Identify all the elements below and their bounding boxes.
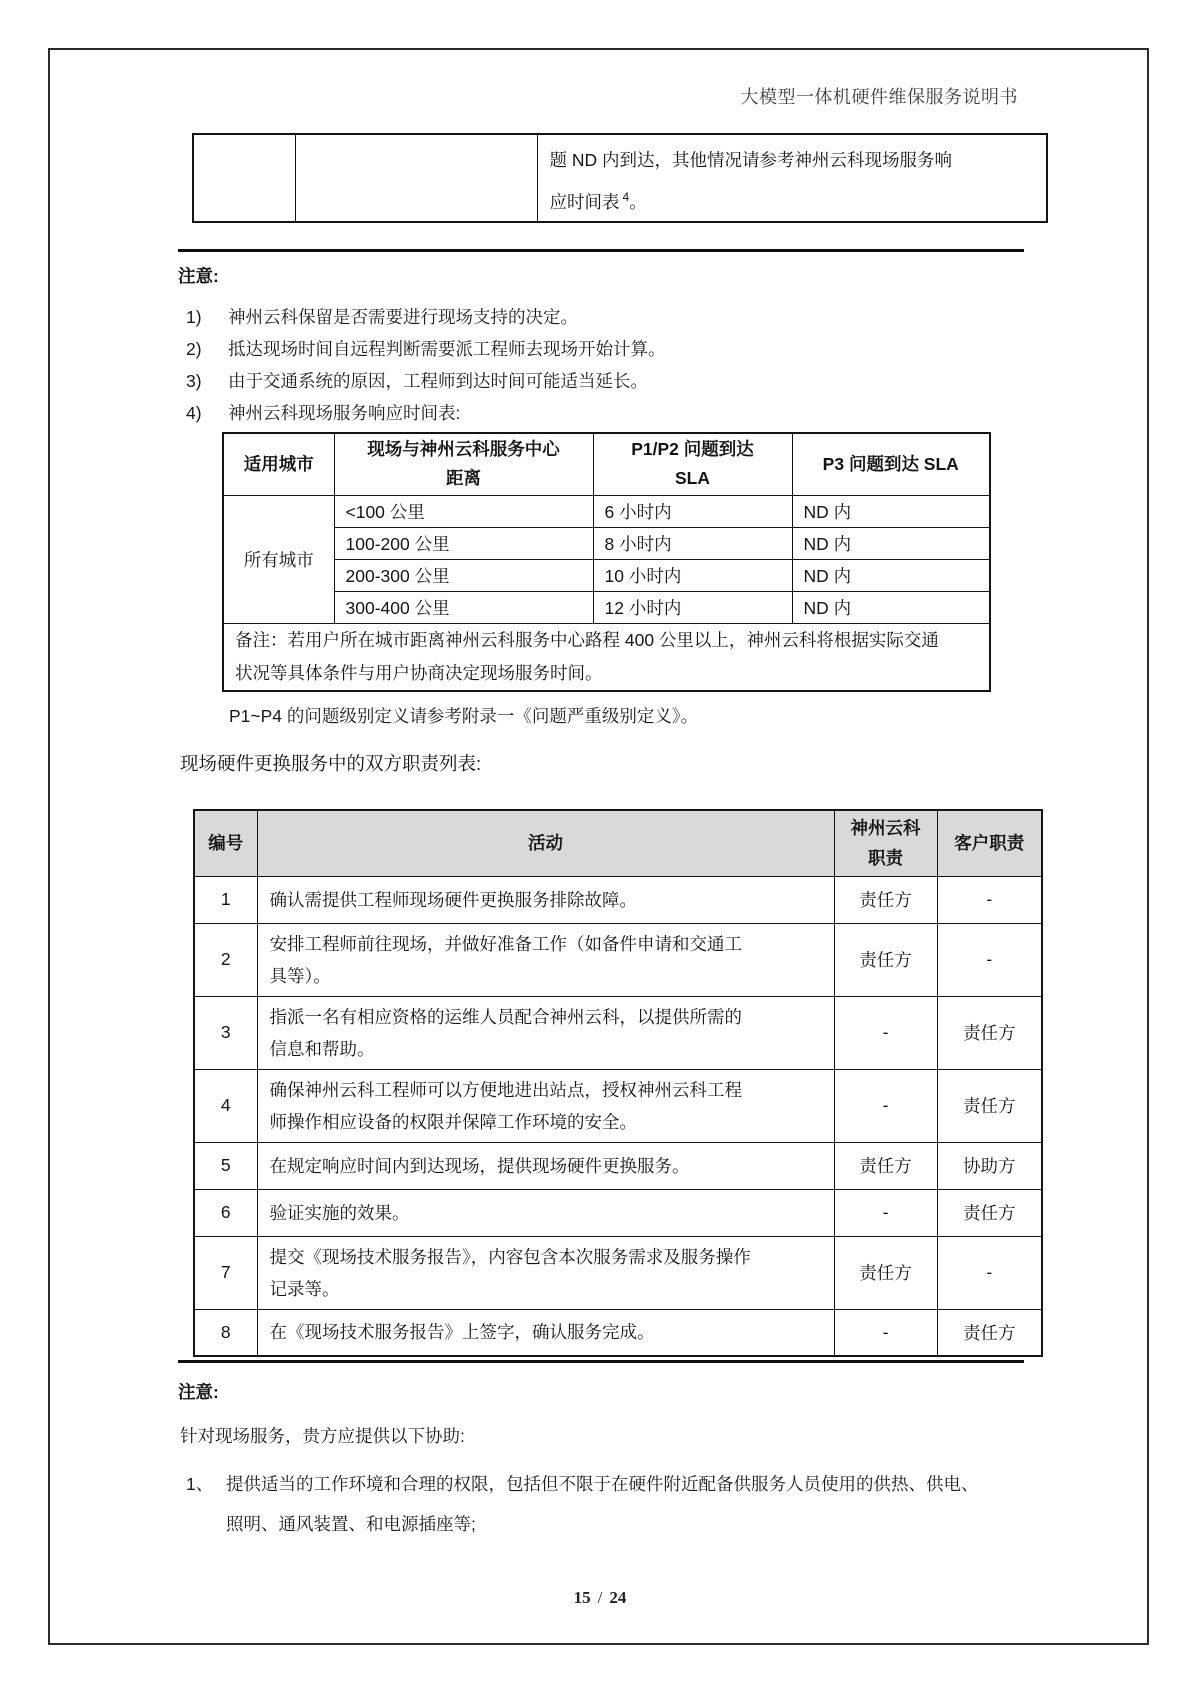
footnote-ref: 4: [622, 190, 630, 204]
table-row: [194, 1189, 1042, 1236]
col-header-p1p2-sla: P1/P2 问题到达 SLA: [593, 433, 792, 495]
table-header-row: [223, 433, 990, 495]
cell-no: 2: [194, 923, 257, 996]
cell-p3-sla: ND 内: [792, 559, 990, 591]
list-item-text: 抵达现场时间自远程判断需要派工程师去现场开始计算。: [228, 339, 666, 359]
col-header-distance: 现场与神州云科服务中心距离: [334, 433, 593, 495]
table-remark-row: [223, 623, 990, 691]
cell-no: 4: [194, 1069, 257, 1142]
cell-vendor-duty: 责任方: [834, 923, 937, 996]
page-footer: [0, 1588, 1200, 1608]
cell-customer-duty: 责任方: [937, 1189, 1042, 1236]
cell-customer-duty: -: [937, 1236, 1042, 1309]
cell-vendor-duty: -: [834, 1189, 937, 1236]
cell-vendor-duty: -: [834, 1309, 937, 1356]
cell-activity: 安排工程师前往现场，并做好准备工作（如备件申请和交通工具等）。: [257, 923, 834, 996]
list-item-text: 提供适当的工作环境和合理的权限，包括但不限于在硬件附近配备供服务人员使用的供热、供电、照明、通风装置、和电源插座等;: [226, 1474, 979, 1534]
table-row: [193, 134, 1047, 222]
cell-customer-duty: 责任方: [937, 996, 1042, 1069]
table-header-row: [194, 810, 1042, 876]
cell-activity: 提交《现场技术服务报告》，内容包含本次服务需求及服务操作记录等。: [257, 1236, 834, 1309]
list-item-number: 2): [186, 339, 202, 359]
list-item-number: 4): [186, 403, 202, 423]
notice-heading: 注意:: [178, 1382, 219, 1402]
cell-p3-sla: ND 内: [792, 527, 990, 559]
cell-customer-duty: 协助方: [937, 1142, 1042, 1189]
section-divider-rule-bottom: [178, 1360, 1024, 1363]
table-row: [194, 923, 1042, 996]
assist-list-item: [186, 1464, 984, 1544]
section-divider-rule-top: [178, 249, 1024, 252]
table-row: [223, 527, 990, 559]
assist-intro-text: 针对现场服务，贵方应提供以下协助:: [180, 1426, 465, 1446]
responsibility-table: [193, 809, 1043, 1357]
col-header-no: 编号: [194, 810, 257, 876]
table-row: [223, 591, 990, 623]
cell-customer-duty: 责任方: [937, 1309, 1042, 1356]
list-item-number: 3): [186, 371, 202, 391]
cell-no: 5: [194, 1142, 257, 1189]
cell-p3-sla: ND 内: [792, 591, 990, 623]
table-row: [194, 996, 1042, 1069]
col-header-city: 适用城市: [223, 433, 334, 495]
cell-activity: 确保神州云科工程师可以方便地进出站点，授权神州云科工程师操作相应设备的权限并保障工作环境的安全。: [257, 1069, 834, 1142]
carryover-tail: 。: [629, 191, 647, 212]
list-item: [186, 306, 1046, 338]
page-number-current: 15: [573, 1588, 591, 1607]
cell-no: 3: [194, 996, 257, 1069]
cell-vendor-duty: 责任方: [834, 1142, 937, 1189]
cell-customer-duty: -: [937, 876, 1042, 923]
notice-numbered-list: [186, 306, 1046, 434]
cell-city-all: 所有城市: [223, 495, 334, 623]
col-header-p3-sla: P3 问题到达 SLA: [792, 433, 990, 495]
cell-p3-sla: ND 内: [792, 495, 990, 527]
cell-activity: 指派一名有相应资格的运维人员配合神州云科，以提供所需的信息和帮助。: [257, 996, 834, 1069]
p-level-definition-note: P1~P4 的问题级别定义请参考附录一《问题严重级别定义》。: [229, 706, 699, 726]
cell-no: 8: [194, 1309, 257, 1356]
col-header-customer-duty: 客户职责: [937, 810, 1042, 876]
table-row: [194, 1142, 1042, 1189]
col-header-activity: 活动: [257, 810, 834, 876]
carryover-table: [192, 133, 1048, 223]
cell-distance: 300-400 公里: [334, 591, 593, 623]
table-row: [194, 1309, 1042, 1356]
col-header-vendor-duty: 神州云科职责: [834, 810, 937, 876]
cell-distance: 200-300 公里: [334, 559, 593, 591]
section-title: 现场硬件更换服务中的双方职责列表:: [180, 753, 482, 774]
page-number-separator: /: [597, 1588, 603, 1607]
cell-p1p2-sla: 10 小时内: [593, 559, 792, 591]
cell-vendor-duty: 责任方: [834, 876, 937, 923]
carryover-cell-2: [295, 134, 537, 222]
table-row: [194, 1069, 1042, 1142]
carryover-text: 题 ND 内到达，其他情况请参考神州云科现场服务响应时间表: [549, 150, 952, 212]
list-item-number: 1): [186, 307, 202, 327]
cell-customer-duty: -: [937, 923, 1042, 996]
table-row: [194, 1236, 1042, 1309]
table-row: [223, 559, 990, 591]
list-item: [186, 338, 1046, 370]
table-row: [223, 495, 990, 527]
cell-no: 7: [194, 1236, 257, 1309]
cell-vendor-duty: -: [834, 1069, 937, 1142]
carryover-cell-1: [193, 134, 295, 222]
page-number-total: 24: [609, 1588, 627, 1607]
list-item-number: 1、: [186, 1474, 214, 1494]
list-item: [186, 370, 1046, 402]
cell-distance: 100-200 公里: [334, 527, 593, 559]
cell-no: 1: [194, 876, 257, 923]
cell-p1p2-sla: 6 小时内: [593, 495, 792, 527]
notice-heading: 注意:: [178, 266, 219, 286]
cell-customer-duty: 责任方: [937, 1069, 1042, 1142]
list-item-text: 由于交通系统的原因，工程师到达时间可能适当延长。: [228, 371, 648, 391]
document-header-title: 大模型一体机硬件维保服务说明书: [740, 87, 1018, 107]
list-item: [186, 402, 1046, 434]
response-time-table: [222, 432, 991, 692]
cell-vendor-duty: -: [834, 996, 937, 1069]
cell-vendor-duty: 责任方: [834, 1236, 937, 1309]
table-row: [194, 876, 1042, 923]
cell-no: 6: [194, 1189, 257, 1236]
carryover-cell-3: [537, 134, 1047, 222]
cell-p1p2-sla: 8 小时内: [593, 527, 792, 559]
cell-activity: 确认需提供工程师现场硬件更换服务排除故障。: [257, 876, 834, 923]
cell-activity: 在规定响应时间内到达现场，提供现场硬件更换服务。: [257, 1142, 834, 1189]
list-item-text: 神州云科保留是否需要进行现场支持的决定。: [228, 307, 578, 327]
cell-remark: 备注：若用户所在城市距离神州云科服务中心路程 400 公里以上，神州云科将根据实际交通状况等具体条件与用户协商决定现场服务时间。: [223, 623, 990, 691]
list-item-text: 神州云科现场服务响应时间表:: [228, 403, 461, 423]
cell-activity: 在《现场技术服务报告》上签字，确认服务完成。: [257, 1309, 834, 1356]
cell-p1p2-sla: 12 小时内: [593, 591, 792, 623]
cell-distance: <100 公里: [334, 495, 593, 527]
cell-activity: 验证实施的效果。: [257, 1189, 834, 1236]
